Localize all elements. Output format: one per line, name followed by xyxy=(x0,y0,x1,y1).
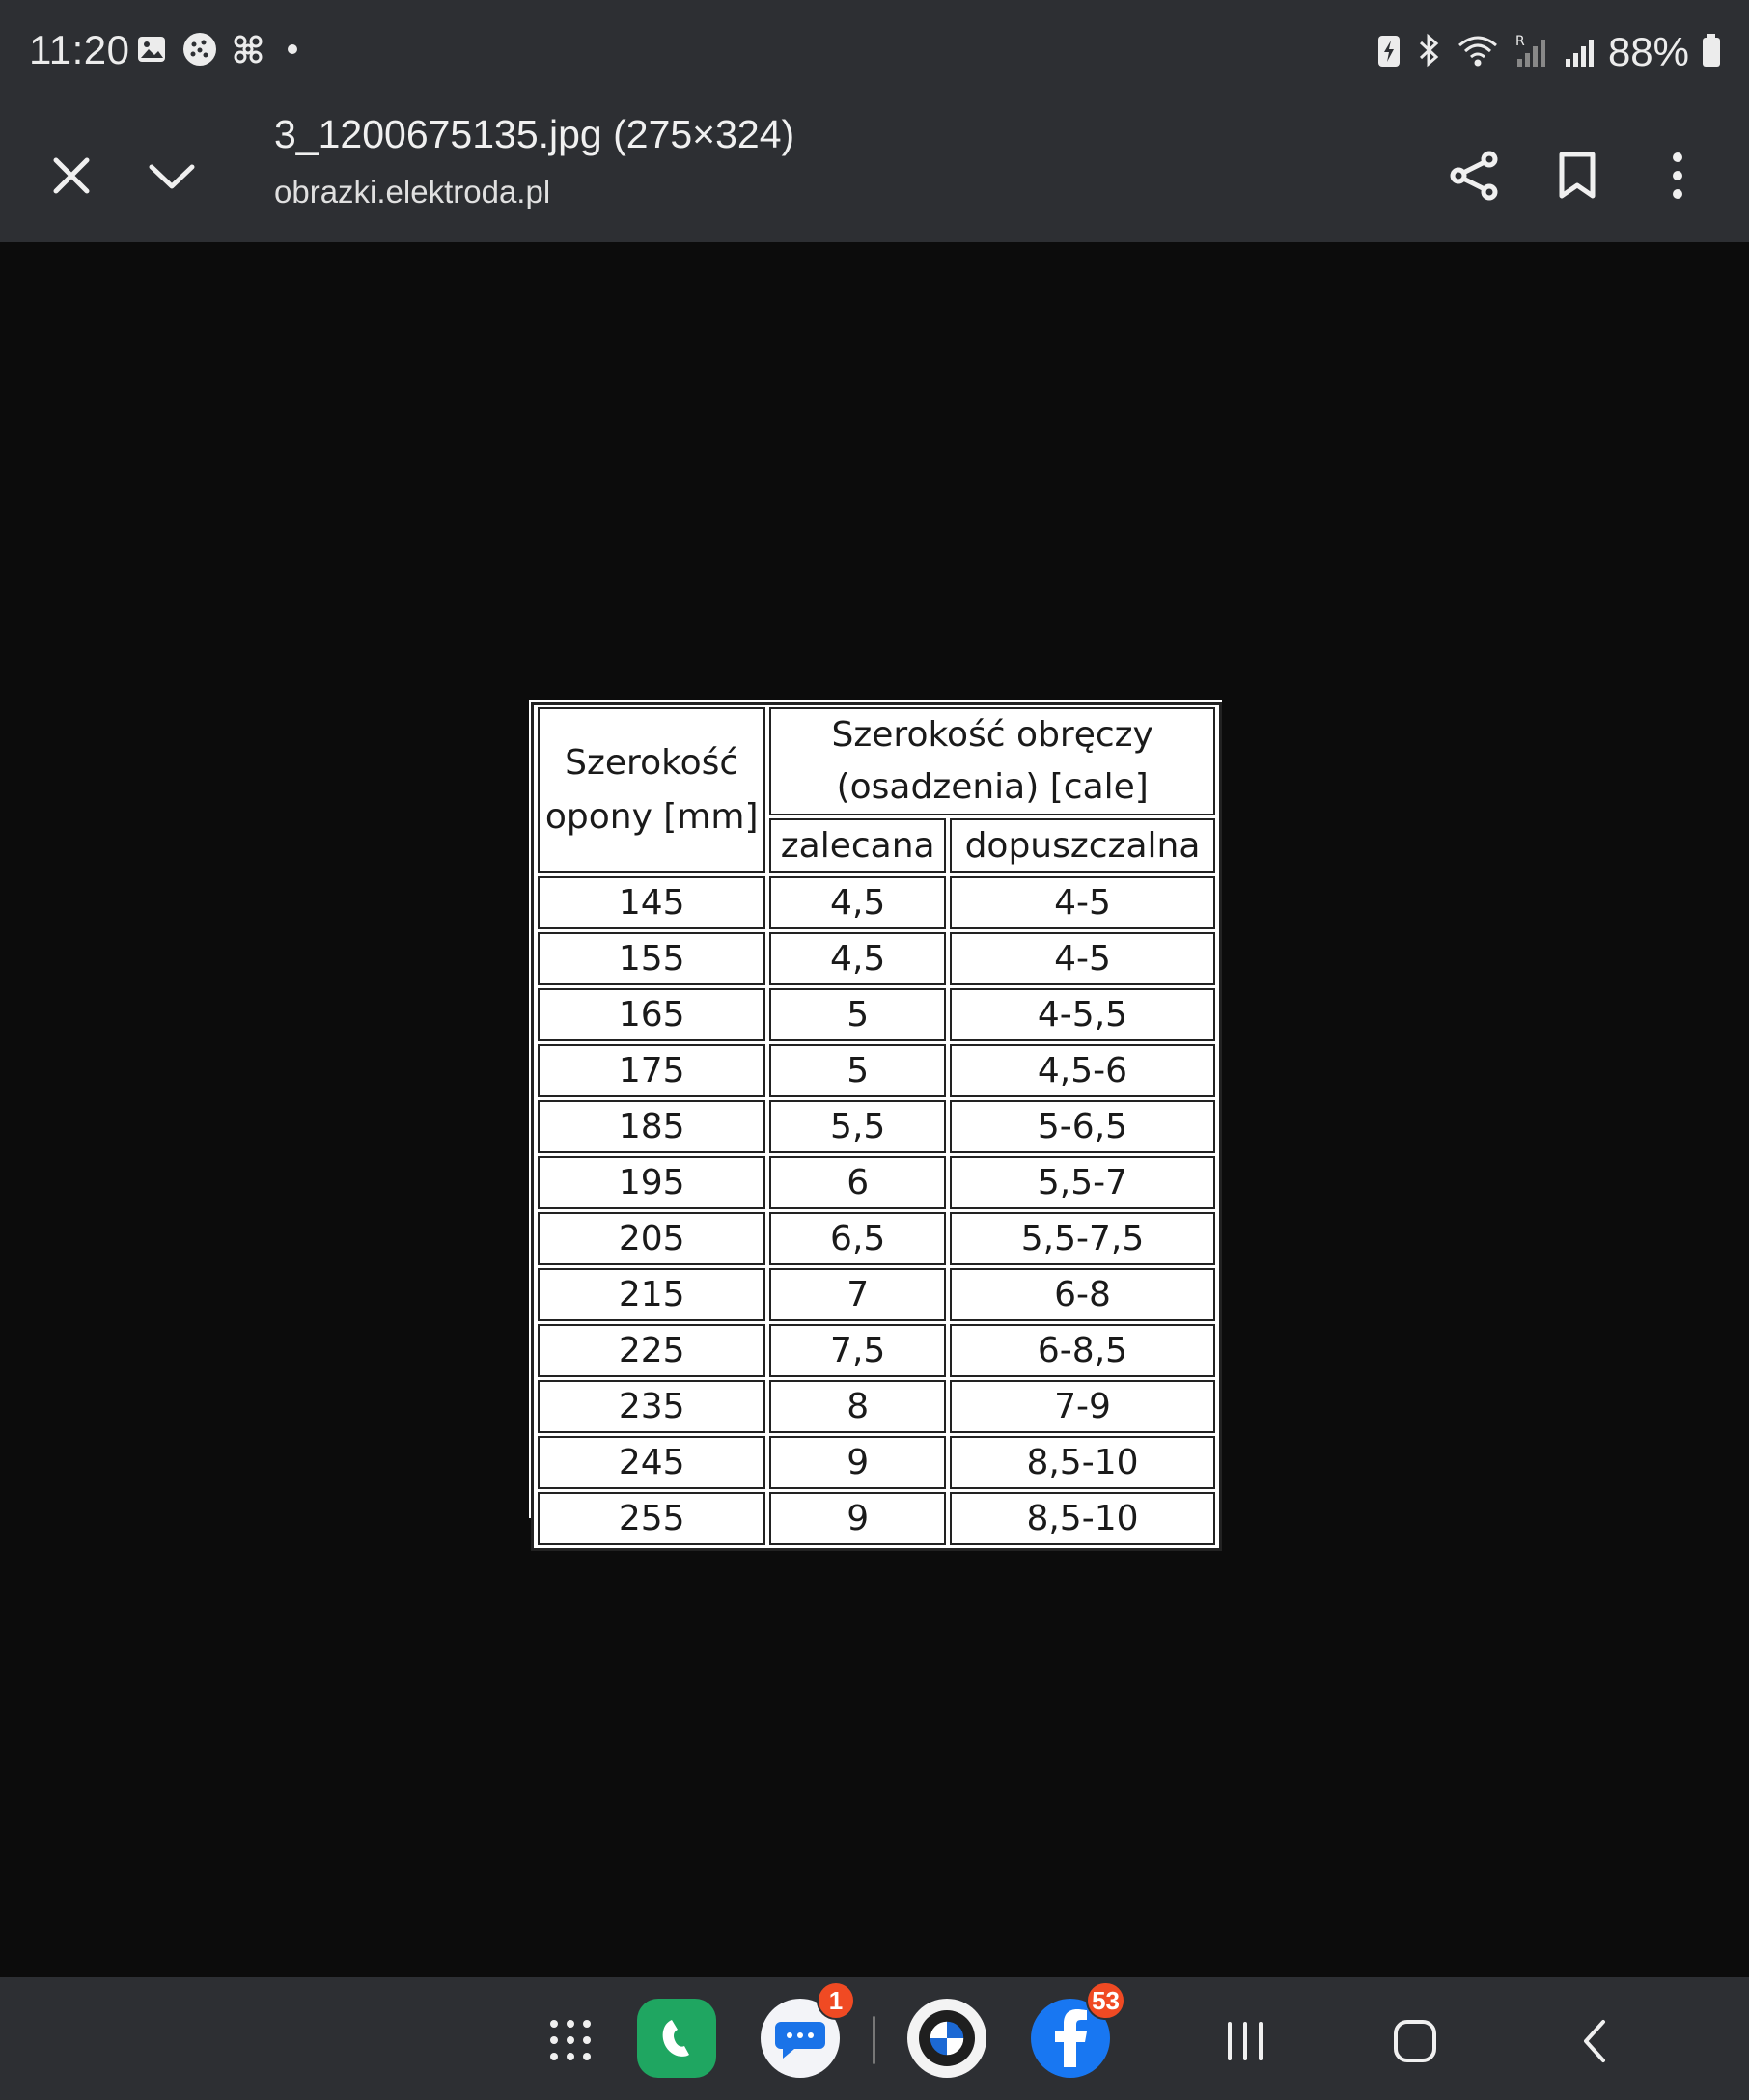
cell-allowed: 6-8,5 xyxy=(950,1324,1215,1377)
table-row xyxy=(538,988,1215,1041)
page-url: obrazki.elektroda.pl xyxy=(274,174,551,209)
cell-allowed: 8,5-10 xyxy=(950,1436,1215,1489)
table-body xyxy=(538,876,1215,1545)
tire-rim-table xyxy=(531,702,1222,1551)
table-row xyxy=(538,1436,1215,1489)
chevron-down-icon xyxy=(148,159,196,192)
cell-allowed: 7-9 xyxy=(950,1380,1215,1433)
image-viewer[interactable] xyxy=(0,242,1749,1977)
cell-tire-width: 225 xyxy=(538,1324,765,1377)
cell-allowed: 5,5-7 xyxy=(950,1156,1215,1209)
cell-tire-width: 255 xyxy=(538,1492,765,1545)
app-bmw[interactable] xyxy=(907,1999,986,2078)
table-row xyxy=(538,876,1215,929)
table-row xyxy=(538,932,1215,985)
cookie-icon xyxy=(181,31,218,68)
navigation-bar xyxy=(0,1977,1749,2100)
header-tire-width-line1: Szerokość xyxy=(565,743,739,783)
close-button[interactable] xyxy=(33,137,110,214)
cell-allowed: 6-8 xyxy=(950,1268,1215,1321)
bookmark-icon xyxy=(1557,151,1597,201)
page-title: 3_1200675135.jpg (275×324) xyxy=(274,112,795,156)
cell-tire-width: 215 xyxy=(538,1268,765,1321)
table-row xyxy=(538,1380,1215,1433)
recents-icon xyxy=(1224,2020,1266,2062)
status-time: 11:20 xyxy=(29,27,130,72)
svg-text:R: R xyxy=(1514,33,1525,49)
notification-dot-icon xyxy=(288,44,297,54)
cell-recommended: 7,5 xyxy=(769,1324,946,1377)
battery-saver-icon xyxy=(1376,32,1402,73)
header-tire-width xyxy=(538,707,765,873)
battery-percent: 88% xyxy=(1607,29,1689,74)
apps-grid-icon xyxy=(548,2018,593,2062)
more-vert-icon xyxy=(1671,152,1684,200)
taskbar-divider xyxy=(873,2016,875,2064)
cell-tire-width: 175 xyxy=(538,1044,765,1097)
cell-recommended: 9 xyxy=(769,1436,946,1489)
cell-tire-width: 145 xyxy=(538,876,765,929)
cell-tire-width: 245 xyxy=(538,1436,765,1489)
cell-tire-width: 155 xyxy=(538,932,765,985)
cell-recommended: 4,5 xyxy=(769,876,946,929)
cell-recommended: 4,5 xyxy=(769,932,946,985)
header-tire-width-line2: opony [mm] xyxy=(544,797,759,837)
app-drawer-button[interactable] xyxy=(537,2006,604,2074)
back-button[interactable] xyxy=(1556,2003,1633,2080)
cell-tire-width: 165 xyxy=(538,988,765,1041)
close-icon xyxy=(50,154,93,197)
cell-recommended: 6,5 xyxy=(769,1212,946,1265)
table-row xyxy=(538,1156,1215,1209)
signal-roaming-icon xyxy=(1512,32,1550,73)
status-left-icons xyxy=(133,31,297,68)
gallery-icon xyxy=(133,31,170,68)
viewer-app-bar xyxy=(0,104,1749,242)
tire-rim-table-image[interactable] xyxy=(529,700,1222,1538)
header-allowed: dopuszczalna xyxy=(950,818,1215,873)
table-row xyxy=(538,1212,1215,1265)
status-bar xyxy=(0,0,1749,104)
table-row xyxy=(538,1100,1215,1153)
bluetooth-icon xyxy=(1413,32,1444,73)
cell-recommended: 5,5 xyxy=(769,1100,946,1153)
table-row xyxy=(538,1324,1215,1377)
app-phone[interactable] xyxy=(637,1999,716,2078)
cell-tire-width: 185 xyxy=(538,1100,765,1153)
header-rim-width-line1: Szerokość obręczy xyxy=(831,715,1153,755)
battery-icon xyxy=(1701,32,1722,73)
table-row xyxy=(538,1492,1215,1545)
cell-allowed: 5-6,5 xyxy=(950,1100,1215,1153)
table-row xyxy=(538,1044,1215,1097)
home-button[interactable] xyxy=(1376,2003,1454,2080)
signal-icon xyxy=(1562,32,1596,73)
messages-badge: 1 xyxy=(817,1981,855,2020)
cell-recommended: 8 xyxy=(769,1380,946,1433)
cell-allowed: 4-5,5 xyxy=(950,988,1215,1041)
app-facebook[interactable] xyxy=(1031,1985,1120,2078)
cell-allowed: 4-5 xyxy=(950,876,1215,929)
app-messages[interactable] xyxy=(761,1985,844,2078)
cell-allowed: 8,5-10 xyxy=(950,1492,1215,1545)
collapse-button[interactable] xyxy=(133,137,210,214)
share-button[interactable] xyxy=(1436,137,1513,214)
back-icon xyxy=(1580,2018,1609,2064)
cell-recommended: 7 xyxy=(769,1268,946,1321)
header-recommended: zalecana xyxy=(769,818,946,873)
messages-icon xyxy=(773,2014,827,2062)
phone-icon xyxy=(652,2014,701,2062)
home-icon xyxy=(1393,2019,1437,2063)
cell-tire-width: 195 xyxy=(538,1156,765,1209)
pinwheel-icon xyxy=(230,31,266,68)
header-rim-width-line2: (osadzenia) [cale] xyxy=(836,767,1149,807)
status-right-icons xyxy=(1376,29,1722,75)
bmw-logo-icon xyxy=(917,2008,977,2068)
cell-allowed: 4,5-6 xyxy=(950,1044,1215,1097)
cell-recommended: 9 xyxy=(769,1492,946,1545)
cell-recommended: 5 xyxy=(769,1044,946,1097)
facebook-badge: 53 xyxy=(1086,1981,1125,2020)
cell-allowed: 4-5 xyxy=(950,932,1215,985)
cell-recommended: 5 xyxy=(769,988,946,1041)
table-row xyxy=(538,1268,1215,1321)
share-icon xyxy=(1449,150,1501,202)
more-options-button[interactable] xyxy=(1639,137,1716,214)
facebook-icon xyxy=(1051,2009,1090,2067)
cell-allowed: 5,5-7,5 xyxy=(950,1212,1215,1265)
cell-recommended: 6 xyxy=(769,1156,946,1209)
recents-button[interactable] xyxy=(1207,2003,1284,2080)
cell-tire-width: 205 xyxy=(538,1212,765,1265)
cell-tire-width: 235 xyxy=(538,1380,765,1433)
header-rim-width xyxy=(769,707,1215,815)
wifi-icon xyxy=(1456,32,1500,73)
bookmark-button[interactable] xyxy=(1539,137,1616,214)
